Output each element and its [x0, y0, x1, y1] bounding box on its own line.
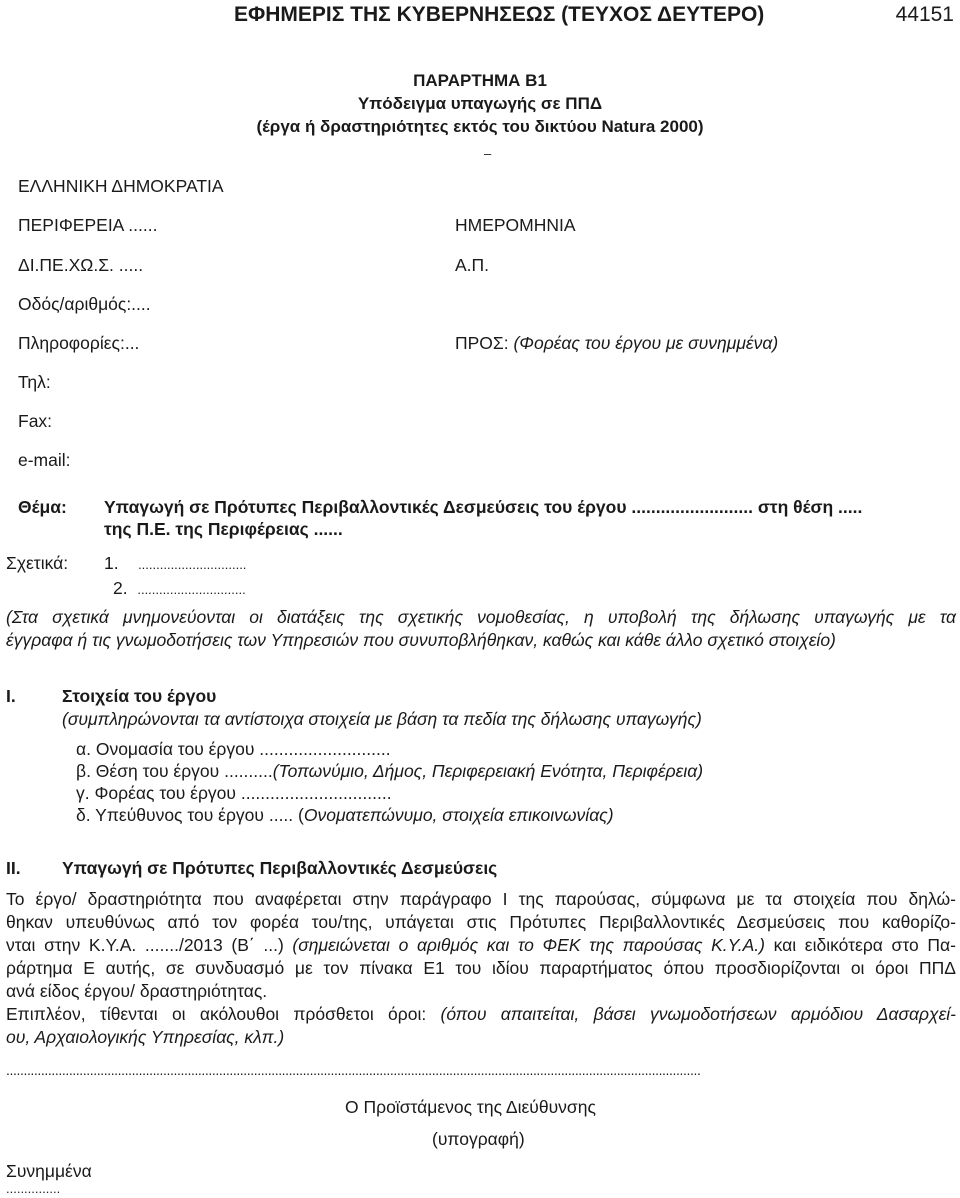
item-label: γ. Φορέας του έργου ...............................	[76, 783, 392, 803]
gazette-title: ΕΦΗΜΕΡΙΣ ΤΗΣ ΚΥΒΕΡΝΗΣΕΩΣ (ΤΕΥΧΟΣ ΔΕΥΤΕΡΟ)	[234, 3, 765, 26]
sender-dipexos: ΔΙ.ΠΕ.ΧΩ.Σ. .....	[18, 255, 144, 275]
annex-title: ΠΑΡΑΡΤΗΜΑ Β1	[413, 71, 547, 90]
sender-email: e-mail:	[18, 450, 71, 470]
sender-info: Πληροφορίες:...	[18, 333, 140, 353]
paragraph-line: ου, Αρχαιολογικής Υπηρεσίας, κλπ.)	[6, 1027, 285, 1047]
section-2-paragraph-2	[6, 1003, 956, 1049]
item-label: α. Ονομασία του έργου ...........................	[76, 739, 391, 759]
project-body-item	[76, 782, 392, 804]
subject-label: Θέμα:	[18, 497, 67, 517]
project-manager-item	[76, 804, 614, 826]
text-run-italic: (σημειώνεται ο αριθμός και το ΦΕΚ της παρούσας Κ.Υ.Α.)	[292, 935, 765, 955]
related-item-1	[104, 552, 246, 576]
related-item-text: ..............................	[138, 557, 247, 572]
related-note	[6, 606, 956, 652]
related-note-line-2: έγγραφα ή τις γνωμοδοτήσεις των Υπηρεσιών που συνυποβλήθηκαν, καθώς και κάθε άλλο σχετικό στοιχείο)	[6, 630, 836, 650]
protocol-label: Α.Π.	[455, 255, 490, 275]
paragraph-line: ανά είδος έργου/ δραστηριότητας.	[6, 981, 268, 1001]
annex-dash: –	[484, 146, 492, 161]
section-2-number: ΙΙ.	[6, 858, 21, 878]
recipient-value: (Φορέας του έργου με συνημμένα)	[513, 333, 779, 353]
paragraph-line: θηκαν υπευθύνως από τον φορέα του/της, υπάγεται στις Πρότυπες Περιβαλλοντικές Δεσμεύσεις που καθορίζο-	[6, 912, 956, 932]
related-item-num: 2.	[113, 578, 128, 598]
additional-terms-dots: .......................................................................................................................................................................................................	[6, 1062, 701, 1078]
paragraph-line-mixed	[6, 934, 956, 957]
section-1-subtitle: (συμπληρώνονται τα αντίστοιχα στοιχεία με βάση τα πεδία της δήλωσης υπαγωγής)	[62, 709, 702, 729]
text-run: νται στην Κ.Υ.Α. ......./2013 (Β΄ ...)	[6, 935, 293, 955]
sender-country: ΕΛΛΗΝΙΚΗ ΔΗΜΟΚΡΑΤΙΑ	[18, 176, 224, 196]
recipient	[455, 332, 778, 354]
paragraph-line: Το έργο/ δραστηριότητα που αναφέρεται στην παράγραφο Ι της παρούσας, σύμφωνα με τα στοιχεία που δηλώ-	[6, 889, 956, 909]
section-1-number: Ι.	[6, 686, 16, 706]
item-label: β. Θέση του έργου ..........	[76, 761, 273, 781]
project-location-item	[76, 760, 703, 782]
annex-subtitle: Υπόδειγμα υπαγωγής σε ΠΠΔ	[357, 94, 603, 113]
signature-placeholder: (υπογραφή)	[432, 1129, 525, 1149]
item-label: δ. Υπεύθυνος του έργου ..... (	[76, 805, 304, 825]
sender-region: ΠΕΡΙΦΕΡΕΙΑ ......	[18, 215, 158, 235]
item-note: Ονοματεπώνυμο, στοιχεία επικοινωνίας)	[303, 805, 614, 825]
related-item-text: ..............................	[137, 582, 246, 597]
signatory-role: Ο Προϊστάμενος της Διεύθυνσης	[345, 1097, 596, 1117]
section-1-title: Στοιχεία του έργου	[62, 686, 217, 706]
related-label: Σχετικά:	[6, 553, 69, 573]
paragraph-line: ράρτημα Ε αυτής, σε συνδυασμό με τον πίνακα Ε1 του ιδίου παραρτήματος όπου προσδιορίζονται οι όροι ΠΠΔ	[6, 958, 956, 978]
project-name-item	[76, 738, 391, 760]
related-item-num: 1.	[104, 553, 119, 573]
page-number: 44151	[895, 3, 954, 26]
related-item-2	[113, 577, 246, 601]
section-2-title: Υπαγωγή σε Πρότυπες Περιβαλλοντικές Δεσμεύσεις	[62, 858, 498, 878]
sender-address: Οδός/αριθμός:....	[18, 294, 151, 314]
sender-fax: Fax:	[18, 411, 53, 431]
attachments-label: Συνημμένα	[6, 1161, 92, 1181]
date-label: ΗΜΕΡΟΜΗΝΙΑ	[455, 215, 576, 235]
subject-line-2: της Π.Ε. της Περιφέρειας ......	[104, 519, 343, 539]
attachments-dots: ...............	[6, 1181, 61, 1196]
text-run: Επιπλέον, τίθενται οι ακόλουθοι πρόσθετοι όροι:	[6, 1004, 441, 1024]
related-note-line-1: (Στα σχετικά μνημονεύονται οι διατάξεις της σχετικής νομοθεσίας, η υποβολή της δήλωσης υπαγωγής με τα	[6, 607, 956, 627]
section-2-paragraph-1	[6, 888, 956, 1003]
text-run-italic: (όπου απαιτείται, βάσει γνωμοδοτήσεων αρμόδιου Δασαρχεί-	[440, 1004, 956, 1024]
annex-scope: (έργα ή δραστηριότητες εκτός του δικτύου Natura 2000)	[256, 117, 704, 136]
sender-phone: Τηλ:	[18, 372, 51, 392]
paragraph-line-mixed	[6, 1003, 956, 1026]
subject-line-1: Υπαγωγή σε Πρότυπες Περιβαλλοντικές Δεσμεύσεις του έργου ......................... στη θέση .....	[104, 497, 863, 517]
recipient-label: ΠΡΟΣ:	[455, 333, 509, 353]
item-note: (Τοπωνύμιο, Δήμος, Περιφερειακή Ενότητα, Περιφέρεια)	[272, 761, 704, 781]
text-run: και ειδικότερα στο Πα-	[764, 935, 956, 955]
